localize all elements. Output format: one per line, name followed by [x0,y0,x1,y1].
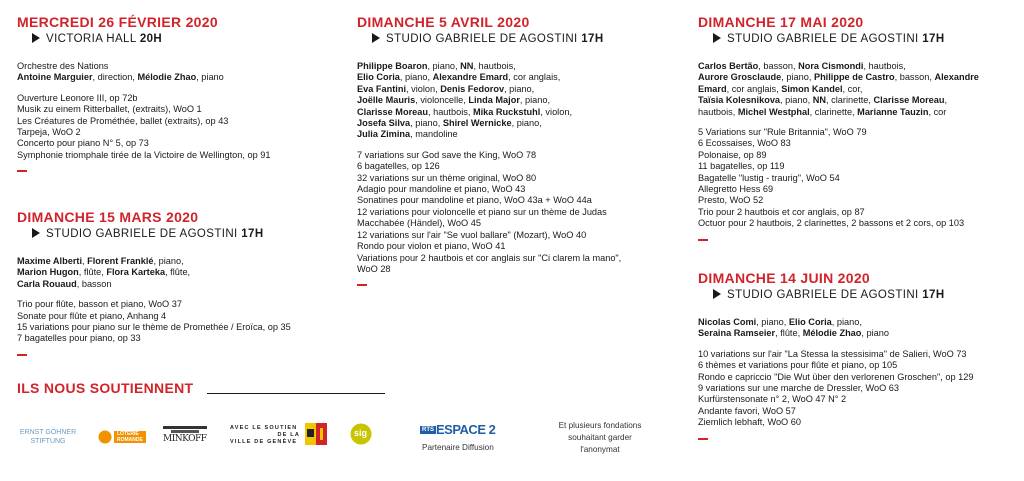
ville-geneve-logo: AVEC LE SOUTIEN DE LA VILLE DE GENÈVE [230,425,300,445]
program-item: Sonate pour flûte et piano, Anhang 4 [17,310,167,321]
performer-name: Carla Rouaud [17,278,77,289]
performer-role: , piano, [427,61,461,71]
program-item: 12 variations sur l'air "Se vuol ballare" (Mozart), WoO 40 [357,229,587,240]
play-triangle-icon [713,289,721,299]
play-triangle-icon [372,33,380,43]
performer-line [357,84,621,95]
performer-role: , piano, [519,95,551,106]
performer-line [698,107,979,118]
performer-name: Seraina Ramseier [698,328,776,339]
performer-role: , hautbois, [863,61,906,71]
performer-role: , hautbois, [473,61,516,71]
performer-role: , piano, [511,118,542,129]
play-triangle-icon [713,33,721,43]
performer-name: Marion Hugon [17,267,79,278]
performer-role: , piano, [780,95,813,106]
performer-role: , hautbois, [427,106,473,117]
performer-role: , violoncelle, [415,95,469,106]
program-item: Adagio pour mandoline et piano, WoO 43 [357,184,526,195]
supporters-title: ILS NOUS SOUTIENNENT [17,380,194,396]
concert-date: DIMANCHE 14 JUIN 2020 [698,270,871,286]
performer-name: Eva Fantini [357,83,407,94]
performer-line [357,118,621,129]
performer-name: Aurore Grosclaude [698,72,782,83]
minkoff-emblem-icon [163,426,207,434]
program-item: Presto, WoO 52 [698,195,764,206]
performer-name: Emard [698,83,727,94]
performer-role: , cor anglais, [726,83,782,94]
minkoff-logo: MINKOFF [163,426,207,444]
performer-role: , basson, [758,61,799,71]
performer-role: , piano [861,328,889,339]
performer-role: , flûte, [775,328,803,339]
performer-name: Denis Fedorov [440,83,505,94]
performer-role: , clarinette, [809,106,858,117]
heading-rule [207,393,385,394]
performer-line [698,72,979,83]
performers [698,317,974,340]
performer-role: , piano, [831,317,862,327]
performer-role: , cor, [842,83,863,94]
performer-name: Marianne Tauzin [857,106,929,117]
program-item: 12 variations pour violoncelle et piano sur un thème de Judas [357,206,607,217]
red-dash [17,170,27,172]
performer-name: Clarisse Moreau [357,106,428,117]
performer-name: Linda Major [468,95,520,106]
performers [698,61,979,118]
concert-2 [17,209,291,356]
performer-role: , basson [76,278,112,289]
program-item: WoO 28 [357,263,391,274]
program-item: 6 thèmes et variations pour flûte et piano, op 105 [698,360,898,371]
performer-name: Nicolas Comi [698,317,757,327]
program [698,349,974,429]
performer-role: , cor anglais, [508,72,561,83]
performer-name: Antoine Marguier [17,72,93,83]
performer-line [357,72,621,83]
performer-name: Mélodie Zhao [137,72,197,83]
performer-line [357,129,621,140]
performer-name: Philippe Boaron [357,61,428,71]
performer-role: , direction, [92,72,138,83]
performer-name: Nora Cismondi [798,61,864,71]
concert-date: MERCREDI 26 FÉVRIER 2020 [17,14,218,30]
performer-name: Carlos Bertão [698,61,759,71]
performer-name: Michel Westphal [737,106,810,117]
red-dash [17,354,27,356]
performer-line [17,72,271,83]
concert-venue: STUDIO GABRIELE DE AGOSTINI 17H [32,227,291,242]
program-item: 5 Variations sur "Rule Britannia", WoO 79 [698,127,867,138]
performer-role: hautbois, [698,106,738,117]
concert-date: DIMANCHE 15 MARS 2020 [17,209,199,225]
program [357,150,621,275]
program-item: Bagatelle "lustig - traurig", WoO 54 [698,172,840,183]
performer-name: Mika Ruckstuhl [472,106,541,117]
program-item: Tarpeja, WoO 2 [17,127,81,138]
program-item: Ziemlich lebhaft, WoO 60 [698,417,801,428]
program-item: Andante favori, WoO 57 [698,405,796,416]
program-item: 7 variations sur God save the King, WoO 78 [357,149,537,160]
rts-espace2-logo: RTS ESPACE 2 Partenaire Diffusion [422,422,496,452]
goehner-logo: ERNST GÖHNER STIFTUNG [19,429,77,445]
performer-name: Alexandre [934,72,979,83]
concert-venue: STUDIO GABRIELE DE AGOSTINI 17H [713,288,974,303]
program-item: 11 bagatelles, op 119 [698,161,785,172]
performer-line [17,279,291,290]
performer-role: Orchestre des Nations [17,61,109,71]
performer-role: , piano, [399,72,433,83]
performer-line [17,267,291,278]
performer-name: Clarisse Moreau [873,95,945,106]
performer-line [698,61,979,72]
program [17,299,291,345]
program-item: Trio pour flûte, basson et piano, WoO 37 [17,299,182,310]
performer-role: , piano, [756,317,789,327]
performers [357,61,621,141]
program-item: Allegretto Hess 69 [698,184,774,195]
performer-name: Joëlle Mauris [357,95,416,106]
performer-role: , [82,256,88,266]
performer-name: Maxime Alberti [17,256,83,266]
performer-name: Florent Franklé [87,256,154,266]
concert-venue: STUDIO GABRIELE DE AGOSTINI 17H [372,32,621,47]
program-item: Les Créatures de Prométhée, ballet (extraits), op 43 [17,115,229,126]
program-item: 9 variations sur une marche de Dressler, WoO 63 [698,383,900,394]
concert-venue: VICTORIA HALL 20H [32,32,271,47]
program-item: Variations pour 2 hautbois et cor anglais sur "Ci clarem la mano", [357,252,622,263]
performer-name: Julia Zimina [357,129,411,140]
performers [17,61,271,84]
anonymous-foundations-note: Et plusieurs fondations souhaitant garder l'anonymat [558,421,642,454]
performer-role: , flûte, [165,267,191,278]
program-item: Rondo e capriccio "Die Wut über den verlorenen Groschen", op 129 [698,371,974,382]
performer-line [17,61,271,72]
program [17,93,271,161]
performer-role: , piano, [410,118,443,129]
rts-caption: Partenaire Diffusion [422,443,494,452]
concert-3 [357,14,621,286]
performer-role: , basson, [894,72,935,83]
performer-line [698,317,974,328]
program-item: 7 bagatelles pour piano, op 33 [17,333,141,344]
program-item: 10 variations sur l'air "La Stessa la stessisima" de Salieri, WoO 73 [698,348,967,359]
performer-line [357,95,621,106]
concert-venue: STUDIO GABRIELE DE AGOSTINI 17H [713,32,979,47]
performer-name: NN [812,95,827,106]
red-dash [698,438,708,440]
supporters-heading [17,380,371,398]
performer-line [357,61,621,72]
performer-line [698,328,974,339]
performer-role: , mandoline [410,129,458,140]
performer-name: Shirel Wernicke [442,118,512,129]
performer-line [17,256,291,267]
concert-date: DIMANCHE 5 AVRIL 2020 [357,14,530,30]
performer-role: , cor [928,106,947,117]
program-item: Rondo pour violon et piano, WoO 41 [357,241,506,252]
program-item: Concerto pour piano N° 5, op 73 [17,138,149,149]
performer-name: NN [460,61,474,71]
program-item: Polonaise, op 89 [698,149,767,160]
performer-name: Taïsia Kolesnikova [698,95,781,106]
performer-name: Josefa Silva [357,118,411,129]
performer-name: Flora Karteka [106,267,166,278]
loterie-circle-icon [98,430,112,444]
program-item: Kurfürstensonate n° 2, WoO 47 N° 2 [698,394,847,405]
concert-4 [698,14,979,241]
performer-name: Simon Kandel [781,83,843,94]
program-item: 15 variations pour piano sur le thème de Promethée / Eroïca, op 35 [17,322,291,333]
performers [17,256,291,290]
red-dash [698,239,708,241]
performer-role: , flûte, [78,267,107,278]
program-item: Symphonie triomphale tirée de la Victoire de Wellington, op 91 [17,149,271,160]
performer-role: , piano, [504,83,535,94]
performer-role: , [944,95,948,106]
program-item: 6 bagatelles, op 126 [357,161,440,172]
performer-role: , piano, [781,72,814,83]
program-item: Sonatines pour mandoline et piano, WoO 43a + WoO 44a [357,195,592,206]
performer-name: Elio Coria [357,72,400,83]
sponsor-logos: ERNST GÖHNER STIFTUNG LOTERIE ROMANDE MINKOFF AVEC LE SOUTIEN DE LA VILLE DE GENÈVE sig RTS ESPACE 2 Partenaire Diffusion [19,422,496,452]
program-item: 32 variations sur un thème original, WoO 80 [357,172,537,183]
program [698,127,979,230]
geneva-crest-icon [305,423,327,447]
performer-name: Alexandre Emard [432,72,509,83]
performer-line [698,84,979,95]
program-item: Macchabée (Händel), WoO 45 [357,218,481,229]
concert-5 [698,270,974,440]
concert-date: DIMANCHE 17 MAI 2020 [698,14,864,30]
play-triangle-icon [32,33,40,43]
performer-role: , violon, [406,83,441,94]
performer-role: , violon, [540,106,572,117]
program-item: Ouverture Leonore III, op 72b [17,92,138,103]
program-item: Musik zu einem Ritterballet, (extraits), WoO 1 [17,104,202,115]
performer-name: Elio Coria [788,317,832,327]
concert-1 [17,14,271,172]
performer-role: , piano [196,72,224,83]
performer-role: , piano, [153,256,184,266]
play-triangle-icon [32,228,40,238]
red-dash [357,284,367,286]
program-item: 6 Ecossaises, WoO 83 [698,138,791,149]
performer-role: , clarinette, [826,95,874,106]
performer-name: Philippe de Castro [813,72,895,83]
program-item: Octuor pour 2 hautbois, 2 clarinettes, 2 bassons et 2 cors, op 103 [698,218,965,229]
performer-line [357,107,621,118]
performer-name: Mélodie Zhao [802,328,862,339]
program-item: Trio pour 2 hautbois et cor anglais, op 87 [698,206,865,217]
performer-line [698,95,979,106]
